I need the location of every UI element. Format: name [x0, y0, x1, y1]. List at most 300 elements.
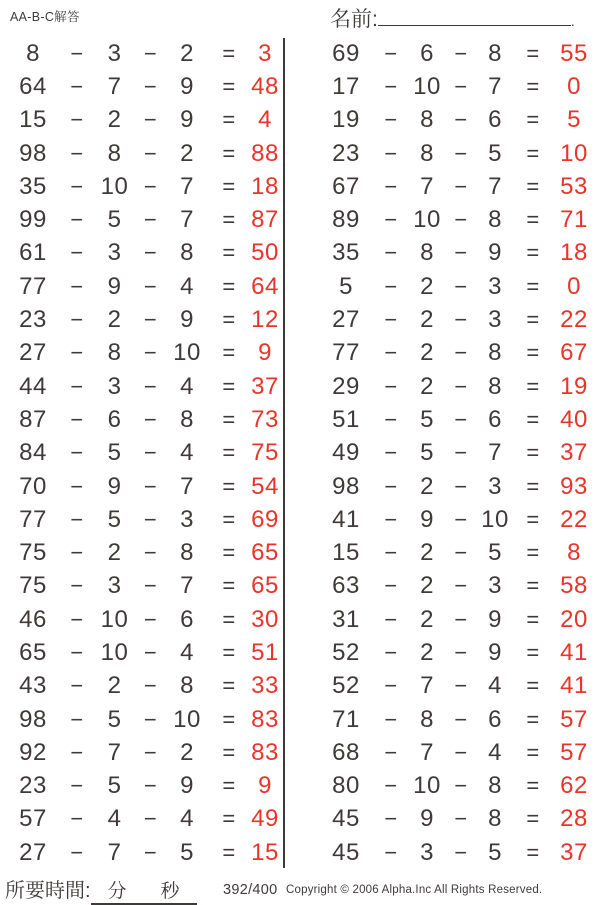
operand-c: 5: [488, 139, 502, 167]
operand-a: 27: [19, 838, 47, 866]
equals-sign: =: [526, 773, 540, 799]
minus-operator: −: [384, 406, 398, 432]
operand-b: 8: [107, 139, 122, 167]
minus-operator: −: [454, 440, 468, 466]
equals-sign: =: [526, 73, 540, 99]
equals-sign: =: [526, 606, 540, 632]
operand-c: 4: [180, 638, 194, 666]
problem-row: [285, 104, 600, 137]
operand-a: 27: [332, 306, 360, 334]
operand-a: 64: [19, 72, 47, 100]
minus-operator: −: [143, 773, 158, 799]
minus-operator: −: [454, 307, 468, 333]
operand-a: 89: [332, 206, 360, 234]
minus-operator: −: [384, 40, 398, 66]
answer: 64: [251, 272, 279, 300]
problem-row: [0, 437, 283, 470]
operand-c: 3: [180, 505, 194, 533]
answer: 12: [251, 306, 279, 334]
operand-a: 45: [332, 805, 360, 833]
operand-c: 7: [488, 72, 502, 100]
operand-b: 2: [107, 539, 122, 567]
minus-operator: −: [384, 273, 398, 299]
equals-sign: =: [222, 207, 236, 233]
operand-b: 2: [420, 472, 434, 500]
operand-a: 49: [332, 439, 360, 467]
operand-b: 5: [107, 439, 122, 467]
answer: 22: [560, 306, 588, 334]
minus-operator: −: [454, 673, 468, 699]
minus-operator: −: [143, 207, 158, 233]
operand-b: 3: [107, 239, 122, 267]
operand-b: 10: [413, 772, 441, 800]
problem-column-left: [0, 37, 283, 869]
operand-b: 5: [107, 705, 122, 733]
problem-row: [0, 570, 283, 603]
minus-operator: −: [70, 839, 84, 865]
operand-a: 80: [332, 772, 360, 800]
operand-a: 52: [332, 638, 360, 666]
equals-sign: =: [526, 573, 540, 599]
problem-row: [285, 703, 600, 736]
problem-row: [285, 370, 600, 403]
answer: 62: [560, 772, 588, 800]
operand-c: 4: [180, 272, 194, 300]
operand-a: 75: [19, 572, 47, 600]
problem-column-right: [285, 37, 600, 869]
minus-operator: −: [384, 73, 398, 99]
operand-c: 3: [488, 472, 502, 500]
answer: 0: [567, 72, 581, 100]
minus-operator: −: [454, 73, 468, 99]
equals-sign: =: [222, 839, 236, 865]
minus-operator: −: [143, 73, 158, 99]
minus-operator: −: [384, 739, 398, 765]
operand-c: 9: [488, 239, 502, 267]
problem-row: [0, 137, 283, 170]
equals-sign: =: [222, 506, 236, 532]
minus-operator: −: [384, 307, 398, 333]
operand-a: 61: [19, 239, 47, 267]
minus-operator: −: [70, 440, 84, 466]
equals-sign: =: [526, 173, 540, 199]
operand-b: 5: [107, 505, 122, 533]
operand-c: 10: [173, 339, 201, 367]
minus-operator: −: [454, 473, 468, 499]
problem-row: [285, 170, 600, 203]
operand-c: 5: [180, 838, 194, 866]
operand-a: 92: [19, 738, 47, 766]
equals-sign: =: [526, 406, 540, 432]
answer: 8: [567, 539, 581, 567]
answer: 51: [251, 638, 279, 666]
minus-operator: −: [143, 606, 158, 632]
problem-row: [285, 803, 600, 836]
answer: 28: [560, 805, 588, 833]
answer: 18: [560, 239, 588, 267]
minus-operator: −: [384, 606, 398, 632]
equals-sign: =: [526, 340, 540, 366]
operand-b: 5: [107, 206, 122, 234]
problem-row: [285, 270, 600, 303]
operand-b: 2: [420, 372, 434, 400]
operand-a: 77: [332, 339, 360, 367]
operand-c: 2: [180, 139, 194, 167]
minus-operator: −: [143, 506, 158, 532]
problem-row: [0, 503, 283, 536]
copyright-notice: Copyright © 2006 Alpha.Inc All Rights Reserved.: [286, 884, 543, 896]
answer: 37: [560, 439, 588, 467]
operand-b: 9: [420, 505, 434, 533]
answer: 37: [560, 838, 588, 866]
footer: [0, 870, 600, 904]
operand-c: 6: [488, 106, 502, 134]
answer: 55: [560, 39, 588, 67]
operand-a: 84: [19, 439, 47, 467]
equals-sign: =: [222, 140, 236, 166]
answer: 50: [251, 239, 279, 267]
operand-a: 31: [332, 605, 360, 633]
name-line-end-dot: .: [570, 13, 575, 29]
operand-b: 10: [100, 638, 129, 666]
operand-b: 10: [100, 605, 129, 633]
minus-operator: −: [454, 406, 468, 432]
answer: 69: [251, 505, 279, 533]
equals-sign: =: [222, 606, 236, 632]
answer: 57: [560, 705, 588, 733]
operand-b: 7: [420, 672, 434, 700]
equals-sign: =: [526, 373, 540, 399]
minus-operator: −: [70, 373, 84, 399]
problem-row: [0, 703, 283, 736]
worksheet-title: AA-B-C解答: [10, 10, 80, 24]
operand-a: 87: [19, 405, 47, 433]
operand-c: 7: [180, 206, 194, 234]
answer: 49: [251, 805, 279, 833]
page-indicator: 392/400: [223, 882, 278, 898]
operand-b: 8: [420, 139, 434, 167]
operand-c: 7: [180, 472, 194, 500]
operand-a: 98: [19, 705, 47, 733]
operand-b: 5: [420, 439, 434, 467]
minus-operator: −: [454, 773, 468, 799]
equals-sign: =: [222, 173, 236, 199]
operand-b: 2: [420, 572, 434, 600]
equals-sign: =: [222, 406, 236, 432]
equals-sign: =: [526, 107, 540, 133]
operand-c: 8: [488, 39, 502, 67]
operand-c: 7: [180, 172, 194, 200]
minus-operator: −: [454, 373, 468, 399]
answer: 9: [258, 772, 272, 800]
operand-b: 7: [107, 738, 122, 766]
operand-c: 9: [180, 106, 194, 134]
minus-operator: −: [143, 140, 158, 166]
minus-operator: −: [384, 639, 398, 665]
operand-b: 2: [107, 106, 122, 134]
minus-operator: −: [70, 207, 84, 233]
answer: 54: [251, 472, 279, 500]
equals-sign: =: [222, 307, 236, 333]
problem-row: [0, 170, 283, 203]
operand-c: 8: [488, 805, 502, 833]
answer: 41: [560, 638, 588, 666]
minus-operator: −: [454, 606, 468, 632]
problem-row: [0, 736, 283, 769]
minus-operator: −: [70, 107, 84, 133]
equals-sign: =: [222, 373, 236, 399]
operand-c: 2: [180, 738, 194, 766]
minus-operator: −: [143, 340, 158, 366]
operand-b: 3: [107, 572, 122, 600]
answer: 83: [251, 738, 279, 766]
operand-a: 44: [19, 372, 47, 400]
equals-sign: =: [526, 240, 540, 266]
answer: 41: [560, 672, 588, 700]
problem-row: [0, 603, 283, 636]
answer: 0: [567, 272, 581, 300]
operand-a: 23: [19, 306, 47, 334]
problem-row: [0, 470, 283, 503]
problem-row: [285, 303, 600, 336]
equals-sign: =: [526, 506, 540, 532]
operand-a: 57: [19, 805, 47, 833]
answer: 40: [560, 405, 588, 433]
problem-row: [285, 736, 600, 769]
operand-a: 8: [26, 39, 40, 67]
operand-c: 4: [180, 439, 194, 467]
minus-operator: −: [143, 639, 158, 665]
answer: 37: [251, 372, 279, 400]
operand-c: 6: [180, 605, 194, 633]
operand-c: 8: [488, 206, 502, 234]
minus-operator: −: [384, 706, 398, 732]
operand-a: 70: [19, 472, 47, 500]
minus-operator: −: [70, 639, 84, 665]
minus-operator: −: [454, 739, 468, 765]
equals-sign: =: [526, 473, 540, 499]
answer: 3: [258, 39, 272, 67]
minus-operator: −: [70, 406, 84, 432]
minus-operator: −: [70, 340, 84, 366]
operand-b: 3: [107, 39, 122, 67]
answer: 93: [560, 472, 588, 500]
minus-operator: −: [70, 73, 84, 99]
operand-b: 8: [420, 705, 434, 733]
answer: 20: [560, 605, 588, 633]
answer: 9: [258, 339, 272, 367]
problem-row: [285, 836, 600, 869]
operand-b: 2: [107, 306, 122, 334]
operand-c: 8: [488, 372, 502, 400]
operand-b: 2: [420, 339, 434, 367]
equals-sign: =: [222, 773, 236, 799]
operand-b: 7: [420, 738, 434, 766]
operand-c: 6: [488, 705, 502, 733]
minus-operator: −: [143, 173, 158, 199]
operand-a: 77: [19, 505, 47, 533]
answer: 48: [251, 72, 279, 100]
problem-row: [285, 37, 600, 70]
operand-a: 15: [19, 106, 47, 134]
minus-operator: −: [384, 440, 398, 466]
operand-a: 98: [332, 472, 360, 500]
operand-c: 7: [180, 572, 194, 600]
operand-a: 41: [332, 505, 360, 533]
operand-b: 5: [420, 405, 434, 433]
equals-sign: =: [526, 673, 540, 699]
minus-operator: −: [384, 107, 398, 133]
problem-row: [285, 70, 600, 103]
elapsed-time-label: 所要時間:: [5, 880, 91, 902]
equals-sign: =: [222, 107, 236, 133]
answer: 57: [560, 738, 588, 766]
problem-row: [285, 603, 600, 636]
operand-b: 3: [420, 838, 434, 866]
minus-operator: −: [454, 140, 468, 166]
equals-sign: =: [526, 440, 540, 466]
answer: 18: [251, 172, 279, 200]
operand-c: 9: [180, 772, 194, 800]
operand-a: 75: [19, 539, 47, 567]
operand-c: 7: [488, 172, 502, 200]
equals-sign: =: [526, 706, 540, 732]
operand-a: 29: [332, 372, 360, 400]
problem-row: [285, 337, 600, 370]
equals-sign: =: [222, 73, 236, 99]
minus-operator: −: [454, 107, 468, 133]
answer: 19: [560, 372, 588, 400]
operand-c: 3: [488, 572, 502, 600]
equals-sign: =: [222, 540, 236, 566]
equals-sign: =: [526, 307, 540, 333]
equals-sign: =: [222, 739, 236, 765]
equals-sign: =: [222, 573, 236, 599]
operand-a: 45: [332, 838, 360, 866]
minus-operator: −: [454, 40, 468, 66]
operand-b: 8: [420, 239, 434, 267]
problem-row: [0, 636, 283, 669]
operand-b: 7: [107, 72, 122, 100]
operand-c: 6: [488, 405, 502, 433]
operand-b: 2: [420, 306, 434, 334]
minus-operator: −: [70, 806, 84, 832]
minus-operator: −: [143, 573, 158, 599]
operand-a: 63: [332, 572, 360, 600]
operand-c: 4: [488, 738, 502, 766]
problem-row: [0, 37, 283, 70]
operand-a: 43: [19, 672, 47, 700]
minus-operator: −: [454, 639, 468, 665]
equals-sign: =: [526, 739, 540, 765]
operand-c: 4: [488, 672, 502, 700]
equals-sign: =: [526, 273, 540, 299]
operand-b: 3: [107, 372, 122, 400]
operand-a: 46: [19, 605, 47, 633]
operand-b: 9: [420, 805, 434, 833]
problem-row: [0, 370, 283, 403]
minus-operator: −: [143, 240, 158, 266]
minus-operator: −: [143, 40, 158, 66]
equals-sign: =: [222, 706, 236, 732]
minus-operator: −: [70, 40, 84, 66]
problem-row: [285, 237, 600, 270]
operand-b: 9: [107, 472, 122, 500]
minus-operator: −: [143, 107, 158, 133]
operand-c: 2: [180, 39, 194, 67]
problem-row: [0, 836, 283, 869]
minus-operator: −: [143, 540, 158, 566]
operand-a: 23: [332, 139, 360, 167]
minus-operator: −: [70, 540, 84, 566]
operand-a: 71: [332, 705, 360, 733]
operand-b: 2: [107, 672, 122, 700]
problem-row: [0, 270, 283, 303]
operand-c: 9: [488, 638, 502, 666]
operand-c: 4: [180, 372, 194, 400]
equals-sign: =: [526, 806, 540, 832]
problem-row: [0, 670, 283, 703]
problem-row: [0, 536, 283, 569]
equals-sign: =: [526, 639, 540, 665]
minus-operator: −: [70, 140, 84, 166]
minus-operator: −: [143, 373, 158, 399]
minus-operator: −: [143, 273, 158, 299]
minus-operator: −: [384, 806, 398, 832]
problem-row: [285, 536, 600, 569]
operand-b: 6: [420, 39, 434, 67]
operand-c: 5: [488, 539, 502, 567]
minus-operator: −: [384, 473, 398, 499]
minus-operator: −: [143, 673, 158, 699]
minus-operator: −: [454, 540, 468, 566]
operand-c: 3: [488, 272, 502, 300]
minus-operator: −: [454, 806, 468, 832]
answer: 83: [251, 705, 279, 733]
operand-c: 9: [180, 72, 194, 100]
operand-a: 35: [19, 172, 47, 200]
answer: 30: [251, 605, 279, 633]
operand-c: 8: [180, 539, 194, 567]
name-blank-line: [378, 3, 571, 26]
equals-sign: =: [222, 639, 236, 665]
equals-sign: =: [222, 340, 236, 366]
minus-operator: −: [143, 440, 158, 466]
operand-a: 19: [332, 106, 360, 134]
operand-c: 10: [173, 705, 201, 733]
problem-row: [0, 203, 283, 236]
problem-row: [285, 403, 600, 436]
problem-row: [285, 503, 600, 536]
operand-c: 8: [180, 239, 194, 267]
minus-operator: −: [143, 806, 158, 832]
problem-row: [285, 636, 600, 669]
operand-a: 67: [332, 172, 360, 200]
operand-a: 51: [332, 405, 360, 433]
minus-operator: −: [384, 340, 398, 366]
problem-row: [0, 237, 283, 270]
minus-operator: −: [454, 273, 468, 299]
answer: 88: [251, 139, 279, 167]
problem-row: [285, 470, 600, 503]
problem-row: [0, 70, 283, 103]
minus-operator: −: [143, 839, 158, 865]
minus-operator: −: [454, 706, 468, 732]
minus-operator: −: [454, 573, 468, 599]
operand-a: 77: [19, 272, 47, 300]
answer: 73: [251, 405, 279, 433]
answer: 65: [251, 539, 279, 567]
